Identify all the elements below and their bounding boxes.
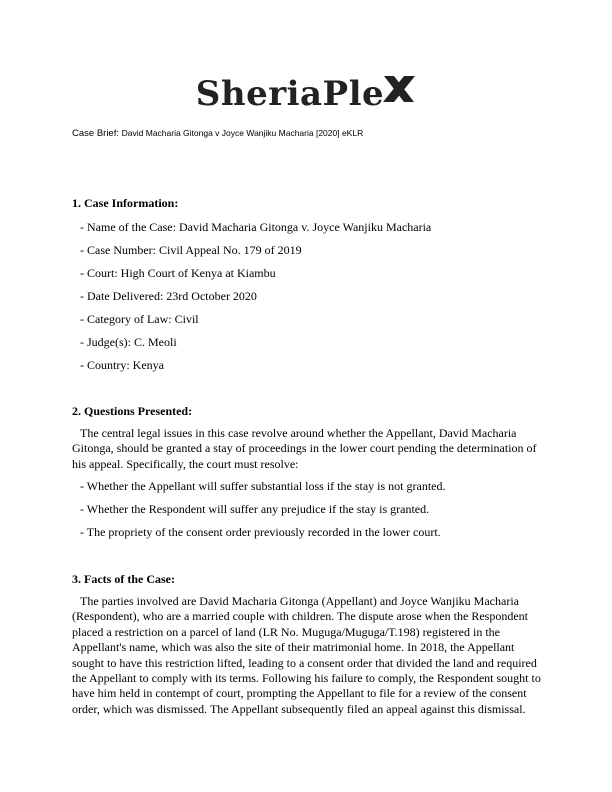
case-brief-line xyxy=(72,128,363,139)
question-substantial-loss: - Whether the Appellant will suffer substantial loss if the stay is not granted. xyxy=(80,479,446,493)
country-item: - Country: Kenya xyxy=(80,358,164,372)
questions-intro-text: The central legal issues in this case revolve around whether the Appellant, David Macharia Gitonga, should be granted a stay of proceedings in the lower court pending the determination of his appeal. Specifically, the court must resolve: xyxy=(72,426,537,471)
questions-intro-paragraph xyxy=(72,426,544,472)
question-prejudice: - Whether the Respondent will suffer any prejudice if the stay is granted. xyxy=(80,502,430,516)
sheriaplex-logo xyxy=(0,74,612,116)
section-questions-heading: 2. Questions Presented: xyxy=(72,404,193,418)
section-case-information-heading: 1. Case Information: xyxy=(72,196,179,210)
section-facts-heading: 3. Facts of the Case: xyxy=(72,572,175,586)
question-consent-order: - The propriety of the consent order previously recorded in the lower court. xyxy=(80,525,441,539)
case-name-item: - Name of the Case: David Macharia Gitonga v. Joyce Wanjiku Macharia xyxy=(80,220,432,234)
logo-text: SheriaPle xyxy=(195,74,385,114)
facts-paragraph xyxy=(72,594,544,717)
facts-text: The parties involved are David Macharia Gitonga (Appellant) and Joyce Wanjiku Macharia (Respondent), who are a married couple with children. The dispute arose when the Respondent placed a restriction on a parcel of land (LR No. Muguga/Muguga/T.198) registered in the Appellant's name, which was also the site of their matrimonial home. In 2018, the Appellant sought to have this restriction lifted, leading to a consent order that divided the land and required the Appellant to comply with its terms. Following his failure to comply, the Respondent sought to have him held in contempt of court, prompting the Appellant to file for a review of the consent order, which was dismissed. The Appellant subsequently filed an appeal against this dismissal. xyxy=(72,594,541,716)
brief-title: David Macharia Gitonga v Joyce Wanjiku Macharia [2020] eKLR xyxy=(121,128,364,138)
case-number-item: - Case Number: Civil Appeal No. 179 of 2019 xyxy=(80,243,302,257)
logo-x-mark xyxy=(382,73,416,113)
brief-label: Case Brief: xyxy=(72,128,119,139)
judges-item: - Judge(s): C. Meoli xyxy=(80,335,177,349)
date-delivered-item: - Date Delivered: 23rd October 2020 xyxy=(80,289,257,303)
court-item: - Court: High Court of Kenya at Kiambu xyxy=(80,266,276,280)
category-item: - Category of Law: Civil xyxy=(80,312,199,326)
